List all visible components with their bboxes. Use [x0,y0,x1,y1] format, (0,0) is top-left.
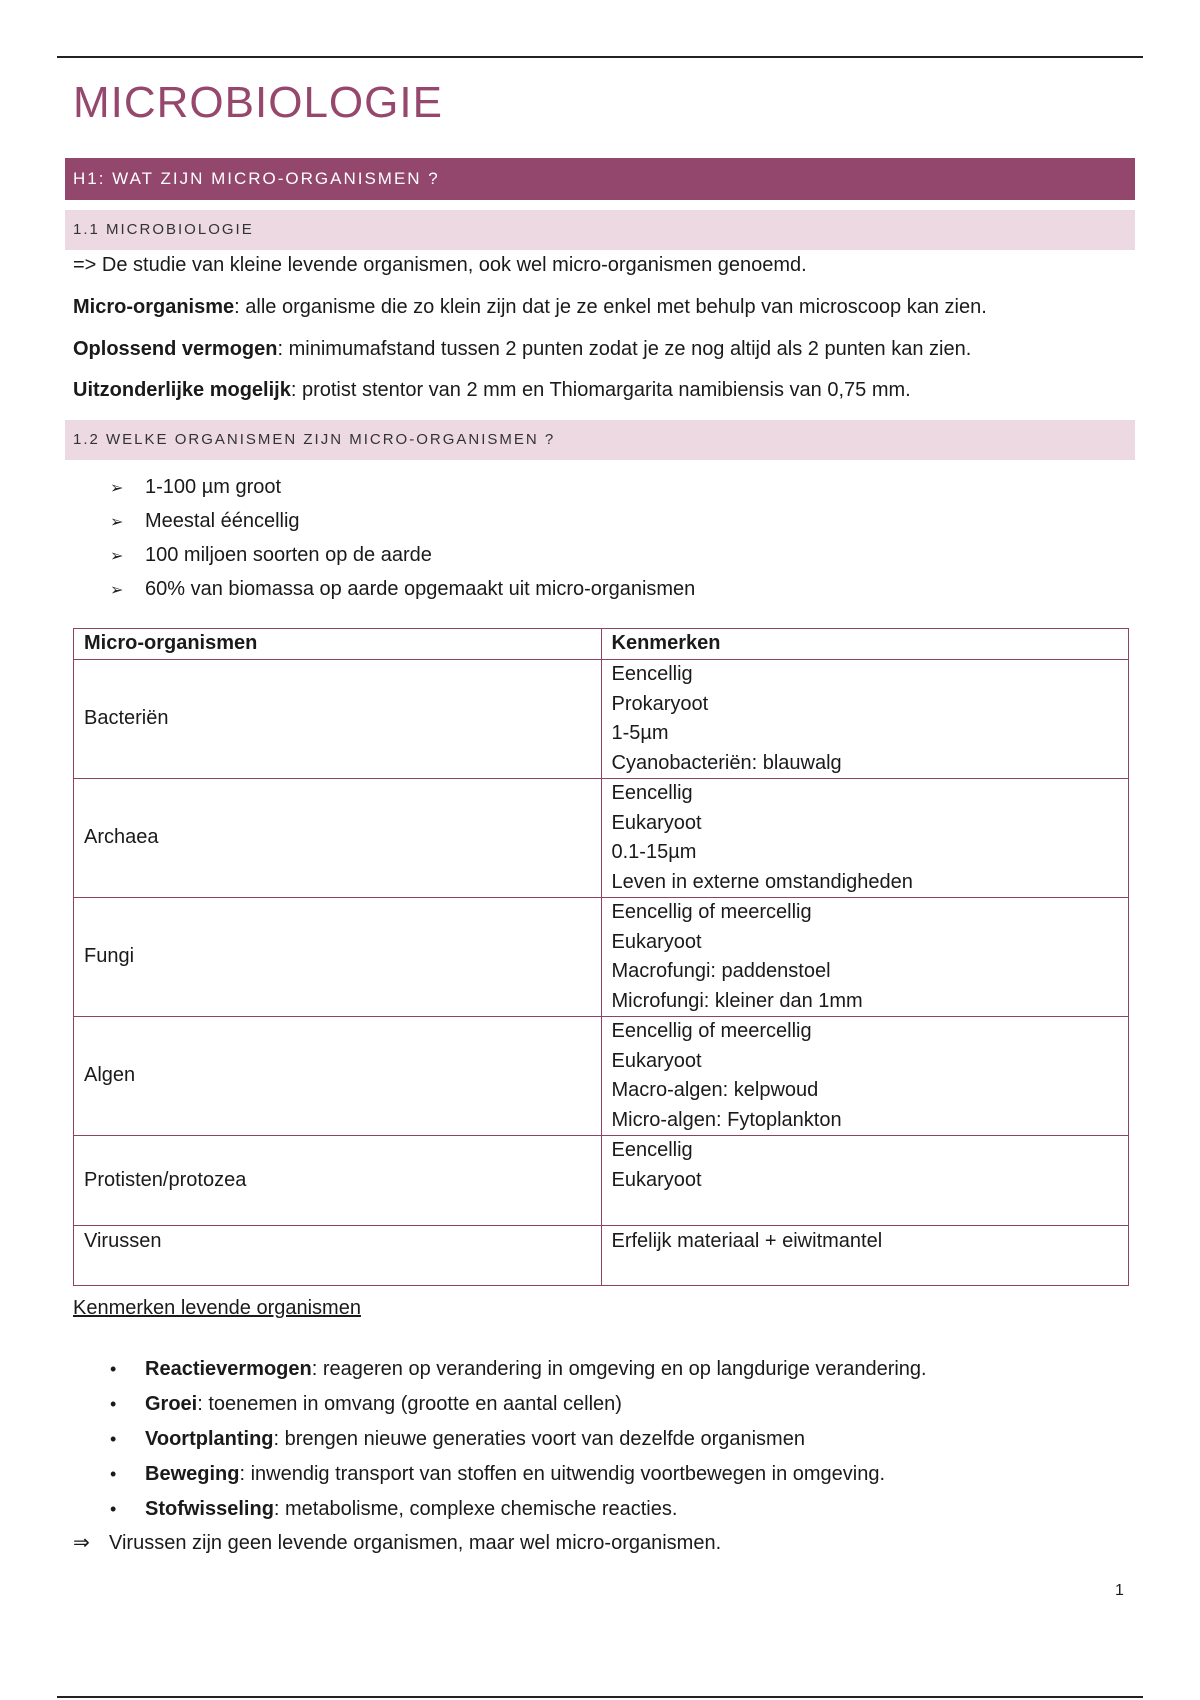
list-item [110,572,695,606]
feature-line: Micro-algen: Fytoplankton [611,1108,842,1131]
table-row [74,1017,1129,1136]
bullet-icon: • [110,1394,117,1414]
feature-line: 0.1-15µm [611,841,697,863]
chapter-heading: H1: WAT ZIJN MICRO-ORGANISMEN ? [65,158,1135,200]
list-item-term: Beweging [145,1463,240,1485]
feature-line: Eencellig of meercellig [611,901,812,923]
feature-line: Erfelijk materiaal + eiwitmantel [611,1230,883,1252]
page-number: 1 [1115,1582,1124,1599]
feature-line: Prokaryoot [611,692,709,715]
bullet-icon: • [110,1464,117,1484]
table-row [74,1226,1129,1286]
arrow-bullet-icon: ➢ [110,480,124,497]
arrow-bullet-icon: ➢ [110,548,124,565]
features-cell [601,1136,1129,1226]
list-item-text: 100 miljoen soorten op de aarde [145,544,432,566]
living-organisms-heading: Kenmerken levende organismen [73,1297,361,1319]
list-item-text: 60% van biomassa op aarde opgemaakt uit micro-organismen [145,578,696,600]
arrow-bullet-icon: ➢ [110,582,124,599]
list-item-term: Reactievermogen [145,1358,312,1380]
list-item-term: Groei [145,1393,198,1415]
list-item-text: Meestal ééncellig [145,510,300,532]
feature-line: Eukaryoot [611,1168,702,1191]
list-item [110,470,695,504]
definition-oplossend-vermogen [73,336,1143,362]
list-item-text: : reageren op verandering in omgeving en op langdurige verandering. [311,1358,927,1380]
definition-text: : alle organisme die zo klein zijn dat je ze enkel met behulp van microscoop kan zien. [234,296,987,318]
features-cell [601,1017,1129,1136]
list-item-text: : toenemen in omvang (grootte en aantal cellen) [197,1393,622,1415]
arrow-list [110,470,695,606]
list-item-text: : metabolisme, complexe chemische reacties. [273,1498,678,1520]
list-item-text: : inwendig transport van stoffen en uitwendig voortbewegen in omgeving. [239,1463,886,1485]
features-cell [601,779,1129,898]
definition-micro-organisme [73,294,1143,320]
organism-cell: Bacteriën [74,660,602,779]
table-header-features: Kenmerken [601,629,1129,660]
bottom-rule [57,1696,1143,1698]
definition-term: Oplossend vermogen [73,338,278,360]
list-item [110,504,695,538]
feature-line: Eencellig [611,663,693,685]
feature-line: Eencellig [611,782,693,804]
list-item [110,538,695,572]
organism-cell: Fungi [74,898,602,1017]
feature-line: 1-5µm [611,722,669,744]
bullet-icon: • [110,1429,117,1449]
definition-term: Uitzonderlijke mogelijk [73,379,291,401]
organism-cell: Protisten/protozea [74,1136,602,1226]
table-header-row [74,629,1129,660]
features-cell [601,898,1129,1017]
table-row [74,779,1129,898]
definition-text: : protist stentor van 2 mm en Thiomargarita namibiensis van 0,75 mm. [290,379,911,401]
list-item [110,1422,927,1457]
feature-line: Eukaryoot [611,1049,702,1072]
feature-line: Eukaryoot [611,930,702,953]
implies-arrow-icon: ⇒ [73,1532,90,1554]
feature-line: Macro-algen: kelpwoud [611,1079,819,1101]
features-cell [601,660,1129,779]
list-item-text: 1-100 µm groot [145,476,282,498]
list-item [110,1457,927,1492]
bullet-icon: • [110,1359,117,1379]
section-heading-1-2: 1.2 WELKE ORGANISMEN ZIJN MICRO-ORGANISMEN ? [65,420,1135,460]
list-item-text: : brengen nieuwe generaties voort van dezelfde organismen [273,1428,805,1450]
section-intro: => De studie van kleine levende organismen, ook wel micro-organismen genoemd. [73,254,807,276]
table-row [74,898,1129,1017]
organism-cell: Algen [74,1017,602,1136]
list-item-term: Voortplanting [145,1428,274,1450]
feature-line: Eukaryoot [611,811,702,834]
feature-line: Leven in externe omstandigheden [611,870,913,893]
definition-uitzonderlijke [73,377,1143,403]
top-rule [57,56,1143,58]
bullet-list [110,1352,927,1527]
organism-cell: Archaea [74,779,602,898]
section-heading-1-1: 1.1 MICROBIOLOGIE [65,210,1135,250]
list-item-term: Stofwisseling [145,1498,274,1520]
list-item [110,1387,927,1422]
list-item [110,1492,927,1527]
definition-term: Micro-organisme [73,296,235,318]
feature-line: Microfungi: kleiner dan 1mm [611,989,863,1012]
features-cell [601,1226,1129,1286]
feature-line: Macrofungi: paddenstoel [611,960,831,982]
arrow-bullet-icon: ➢ [110,514,124,531]
table-header-organism: Micro-organismen [74,629,602,660]
document-title: MICROBIOLOGIE [73,78,443,127]
bullet-icon: • [110,1499,117,1519]
definition-text: : minimumafstand tussen 2 punten zodat je ze nog altijd als 2 punten kan zien. [277,338,972,360]
conclusion-text: Virussen zijn geen levende organismen, maar wel micro-organismen. [109,1532,722,1554]
feature-line: Cyanobacteriën: blauwalg [611,751,842,774]
feature-line: Eencellig [611,1139,693,1161]
table-row [74,660,1129,779]
micro-organisms-table [73,628,1129,1286]
table-row [74,1136,1129,1226]
conclusion [73,1530,721,1555]
organism-cell: Virussen [74,1226,602,1286]
feature-line: Eencellig of meercellig [611,1020,812,1042]
list-item [110,1352,927,1387]
